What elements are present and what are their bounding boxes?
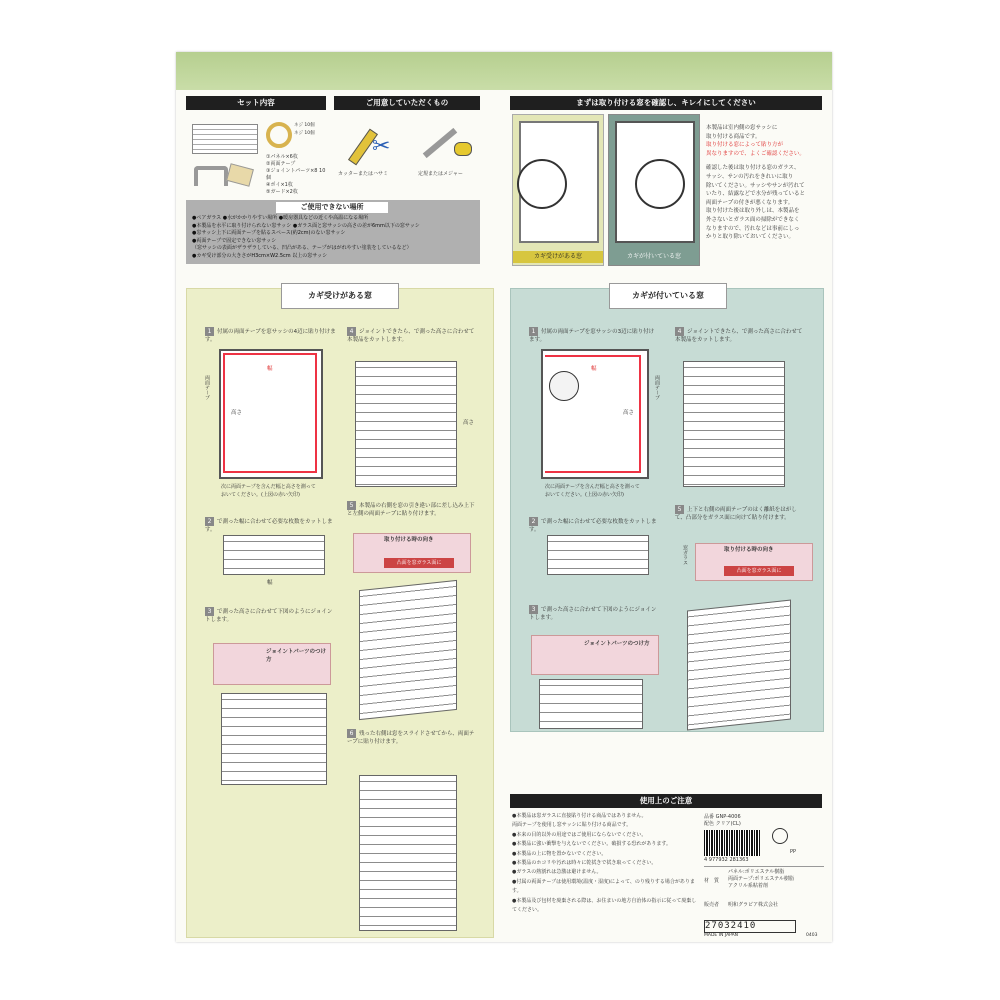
right-step1-note-2: おいてください。(上図の赤い矢印) xyxy=(545,492,624,498)
check-line-6: サッシ、サンの汚れをきれいに取り xyxy=(706,173,794,180)
left-section xyxy=(186,288,494,938)
tools-area xyxy=(334,114,480,194)
right-step1-note-1: 次に両面テープを含んだ幅と高さを測って xyxy=(545,484,640,490)
right-section-title: カギが付いている窓 xyxy=(609,283,727,309)
material-2: 両面テープ:ポリエステル樹脂 xyxy=(728,876,794,882)
left-step5-box xyxy=(353,533,471,573)
step-number-4: 4 xyxy=(347,327,356,336)
lot-number: 27032410 xyxy=(704,920,796,933)
right-step5-panel xyxy=(687,600,791,731)
tape-measure-icon xyxy=(454,142,472,156)
step-number-5: 5 xyxy=(675,505,684,514)
note-6: ●本製品のホコリや汚れは時々に乾拭きで拭き取ってください。 xyxy=(512,860,657,867)
note-8: ●付属の両面テープは使用環境(温度・湿度)によって、のり残りする場合があります。 xyxy=(512,878,695,895)
product-code2: 0403 xyxy=(806,933,818,938)
left-step6-text: 残った右側は窓をスライドさせてから、両面テープに貼り付けます。 xyxy=(347,731,475,745)
right-step3-panel xyxy=(539,679,643,729)
right-joint-box xyxy=(531,635,659,675)
left-step3 xyxy=(205,607,335,624)
set-item-1: ①パネル×6枚 xyxy=(266,154,298,160)
seller-label: 販売者 xyxy=(704,902,720,908)
cannot-use-list xyxy=(192,215,478,260)
right-step2-panel xyxy=(547,535,649,575)
check-line-7: 除いてください。サッシやサンが汚れて xyxy=(706,182,805,189)
cannot-use-line-6: ●カギ受け部分の大きさがH3cm×W2.5cm 以上の窓サッシ xyxy=(192,252,328,259)
prepare-header: ご用意していただくもの xyxy=(334,96,480,110)
step-number-3: 3 xyxy=(205,607,214,616)
screws-note xyxy=(294,122,330,138)
left-tape-label: 両面テープ xyxy=(204,375,210,400)
product-code: 品番 GNP-4006 xyxy=(704,814,741,820)
check-text xyxy=(706,124,824,242)
left-step4 xyxy=(347,327,477,344)
right-step4-text: ジョイントできたら、で測った高さに合わせて本製品をカットします。 xyxy=(675,329,803,343)
note-9: ●本製品及び包材を廃棄される際は、お住まいの地方自治体の指示に従って廃棄してください。 xyxy=(512,897,697,914)
left-step2 xyxy=(205,517,335,534)
recycle-mark-icon xyxy=(772,828,788,844)
scissors-icon: ✂ xyxy=(372,134,391,159)
right-step1-zoom xyxy=(549,371,579,401)
made-in: MADE IN JAPAN xyxy=(704,933,739,938)
right-section xyxy=(510,288,824,732)
left-step2-panel xyxy=(223,535,325,575)
left-height-label: 高さ xyxy=(231,410,243,416)
right-step2-text: で測った幅に合わせて必要な枚数をカットします。 xyxy=(529,519,657,533)
right-step5-pink-label: 凸面を窓ガラス面に xyxy=(724,566,794,576)
barcode xyxy=(704,830,760,856)
cannot-use-line-4: ●両面テープで固定できない窓サッシ xyxy=(192,237,277,244)
check-line-3: 取り付ける窓によって貼り方が xyxy=(706,142,784,149)
right-step5 xyxy=(675,505,807,522)
note-4: ●本製品に強い衝撃を与えないでください。破損する恐れがあります。 xyxy=(512,841,671,848)
right-height-label: 高さ xyxy=(623,410,635,416)
notes-header: 使用上のご注意 xyxy=(510,794,822,808)
seller-name: 明和グラビア株式会社 xyxy=(728,902,779,908)
right-tape-label: 両面テープ xyxy=(654,375,660,400)
check-line-9: 両面テープの付きが悪くなります。 xyxy=(706,199,794,206)
set-item-5: ⑤ガード×2枚 xyxy=(266,189,298,195)
guard-illustration xyxy=(194,166,228,186)
tape-roll-icon xyxy=(266,122,292,148)
top-green-band xyxy=(176,52,832,90)
step-number-4: 4 xyxy=(675,327,684,336)
step-number-2: 2 xyxy=(529,517,538,526)
check-line-2: 取り付ける商品です。 xyxy=(706,133,761,140)
check-line-5: 確認した後は取り付ける窓のガラス、 xyxy=(706,165,800,172)
cannot-use-line-1: ●ペアガラス ●水がかかりやすい場所 ●暖房器具などの近くや高温になる場所 xyxy=(192,215,369,221)
note-7: ●ガラスの熱割れは急激は避けません。 xyxy=(512,869,602,876)
set-item-3: ③ジョイントパーツ×8 10個 xyxy=(266,168,326,181)
material-table xyxy=(704,866,824,923)
product-info xyxy=(704,814,824,828)
window1-illustration xyxy=(512,114,604,266)
left-section-title: カギ受けがある窓 xyxy=(281,283,399,309)
left-step5-text: 本製品の右側を窓の引き違い部に差し込み上下と左側の両面テープに貼り付けます。 xyxy=(347,503,475,517)
package-sheet xyxy=(176,52,832,942)
right-step1-text: 付属の両面テープを窓サッシの3辺に貼り付けます。 xyxy=(529,329,655,343)
left-step1-text: 付属の両面テープを窓サッシの4辺に貼り付けます。 xyxy=(205,329,336,343)
note-5: ●本製品の上に物を置かないでください。 xyxy=(512,850,607,857)
step-number-1: 1 xyxy=(529,327,538,336)
joint-illustration xyxy=(226,163,254,187)
right-step5-box-title: 取り付ける時の向き xyxy=(724,547,774,553)
check-line-13: かりと取り除いておいてください。 xyxy=(706,234,795,241)
check-line-10: 取り付けた後は取り外しは、本製品を xyxy=(706,208,800,215)
note-3: ●本来の目的以外の用途ではご使用にならないでください。 xyxy=(512,831,647,838)
material-label: 材 質 xyxy=(704,878,720,884)
left-step5 xyxy=(347,501,477,518)
left-joint-title: ジョイントパーツのつけ方 xyxy=(266,649,327,663)
right-step5-box xyxy=(695,543,813,581)
left-step2-width-label: 幅 xyxy=(267,580,273,586)
left-joint-box xyxy=(213,643,331,685)
set-item-2: ②両面テープ xyxy=(266,161,296,167)
right-step1 xyxy=(529,327,659,344)
right-joint-title: ジョイントパーツのつけ方 xyxy=(584,641,650,647)
note-2: 両面テープを使用し窓サッシに貼り付ける商品です。 xyxy=(512,822,632,829)
right-step1-window xyxy=(541,349,649,479)
right-step4-panel xyxy=(683,361,785,487)
right-step5-text: 上下と右側の両面テープのはく離紙をはがして、凸部分をガラス面に向けて貼り付けます。 xyxy=(675,507,797,521)
pp-mark: PP xyxy=(790,849,797,855)
left-step6-panel xyxy=(359,775,457,931)
notes-list xyxy=(512,812,698,915)
material-1: パネル:ポリエステル樹脂 xyxy=(728,869,785,875)
left-step4-panel xyxy=(355,361,457,487)
right-step1-note xyxy=(545,483,675,499)
left-step1-note-2: おいてください。(上図の赤い矢印) xyxy=(221,492,300,498)
product-color: 配色 クリア(CL) xyxy=(704,821,741,827)
step-number-6: 6 xyxy=(347,729,356,738)
check-line-11: 外さないとガラス面の掃除ができなく xyxy=(706,216,800,223)
check-line-8: いたり、結露などで水分が残っていると xyxy=(706,191,806,198)
ruler-icon xyxy=(423,128,457,158)
screws-note-2: ネジ 10個 xyxy=(294,131,315,136)
step-number-5: 5 xyxy=(347,501,356,510)
cannot-use-title: ご使用できない場所 xyxy=(276,202,388,213)
right-width-label: 幅 xyxy=(591,366,597,372)
window2-illustration xyxy=(608,114,700,266)
material-list xyxy=(728,869,794,890)
left-step1 xyxy=(205,327,337,344)
right-step4 xyxy=(675,327,805,344)
note-1: ●本製品は窓ガラスに直接貼り付ける商品ではありません。 xyxy=(512,813,647,819)
left-step4-text: ジョイントできたら、で測った高さに合わせて本製品をカットします。 xyxy=(347,329,475,343)
check-line-4: 異なりますので、よくご確認ください。 xyxy=(706,150,805,157)
set-contents-area xyxy=(186,114,326,194)
right-step3 xyxy=(529,605,659,622)
cannot-use-box xyxy=(186,200,480,264)
set-item-4: ④ポイ×1枚 xyxy=(266,182,293,188)
cannot-use-line-3: ●窓サッシ上下に両面テープを貼るスペース(約2cm)のない窓サッシ xyxy=(192,230,346,236)
step-number-2: 2 xyxy=(205,517,214,526)
left-step3-panel xyxy=(221,693,327,785)
right-step2 xyxy=(529,517,659,534)
material-3: アクリル系粘着剤 xyxy=(728,883,768,889)
check-line-1: 本製品は室内側の窓サッシに xyxy=(706,125,778,131)
step-number-3: 3 xyxy=(529,605,538,614)
window2-label: カギが付いている窓 xyxy=(609,251,699,263)
left-step5-panel xyxy=(359,580,457,720)
left-step5-pink-label: 凸面を窓ガラス面に xyxy=(384,558,454,568)
window2-zoom-circle xyxy=(635,159,685,209)
set-contents-header: セット内容 xyxy=(186,96,326,110)
check-line-12: なりますので、汚れなどは事前にしっ xyxy=(706,225,800,232)
left-step4-height-label: 高さ xyxy=(463,420,475,426)
set-item-list xyxy=(266,154,326,196)
left-step2-text: で測った幅に合わせて必要な枚数をカットします。 xyxy=(205,519,333,533)
window1-zoom-circle xyxy=(517,159,567,209)
left-step1-window xyxy=(219,349,323,479)
left-step5-box-title: 取り付ける時の向き xyxy=(384,537,434,543)
screws-note-1: ネジ 10個 xyxy=(294,123,315,128)
right-glass-label: 窓ガラス xyxy=(682,545,688,565)
barcode-number: 4 977932 281363 xyxy=(704,857,749,863)
tools-cutter-label: カッターまたはハサミ xyxy=(338,171,388,177)
check-window-header: まずは取り付ける窓を確認し、キレイにしてください xyxy=(510,96,822,110)
left-step1-note xyxy=(221,483,351,499)
right-step3-text: で測った高さに合わせて下図のようにジョイントします。 xyxy=(529,607,657,621)
left-step1-note-1: 次に両面テープを含んだ幅と高さを測って xyxy=(221,484,316,490)
step-number-1: 1 xyxy=(205,327,214,336)
cannot-use-line-2: ●本製品を水平に取り付けられない窓サッシ ●ガラス面と窓サッシの高さの差が6mm以下の窓サッシ xyxy=(192,222,420,229)
left-step3-text: で測った高さに合わせて下図のようにジョイントします。 xyxy=(205,609,333,623)
panel-illustration xyxy=(192,124,258,154)
window1-label: カギ受けがある窓 xyxy=(513,251,603,263)
tools-ruler-label: 定規またはメジャー xyxy=(418,171,463,177)
left-width-label: 幅 xyxy=(267,366,273,372)
left-step6 xyxy=(347,729,477,746)
cannot-use-line-5: （窓サッシの表面がザラザラしている、凹凸がある、テープがはがれやすい塗装をしているなど） xyxy=(192,245,412,251)
